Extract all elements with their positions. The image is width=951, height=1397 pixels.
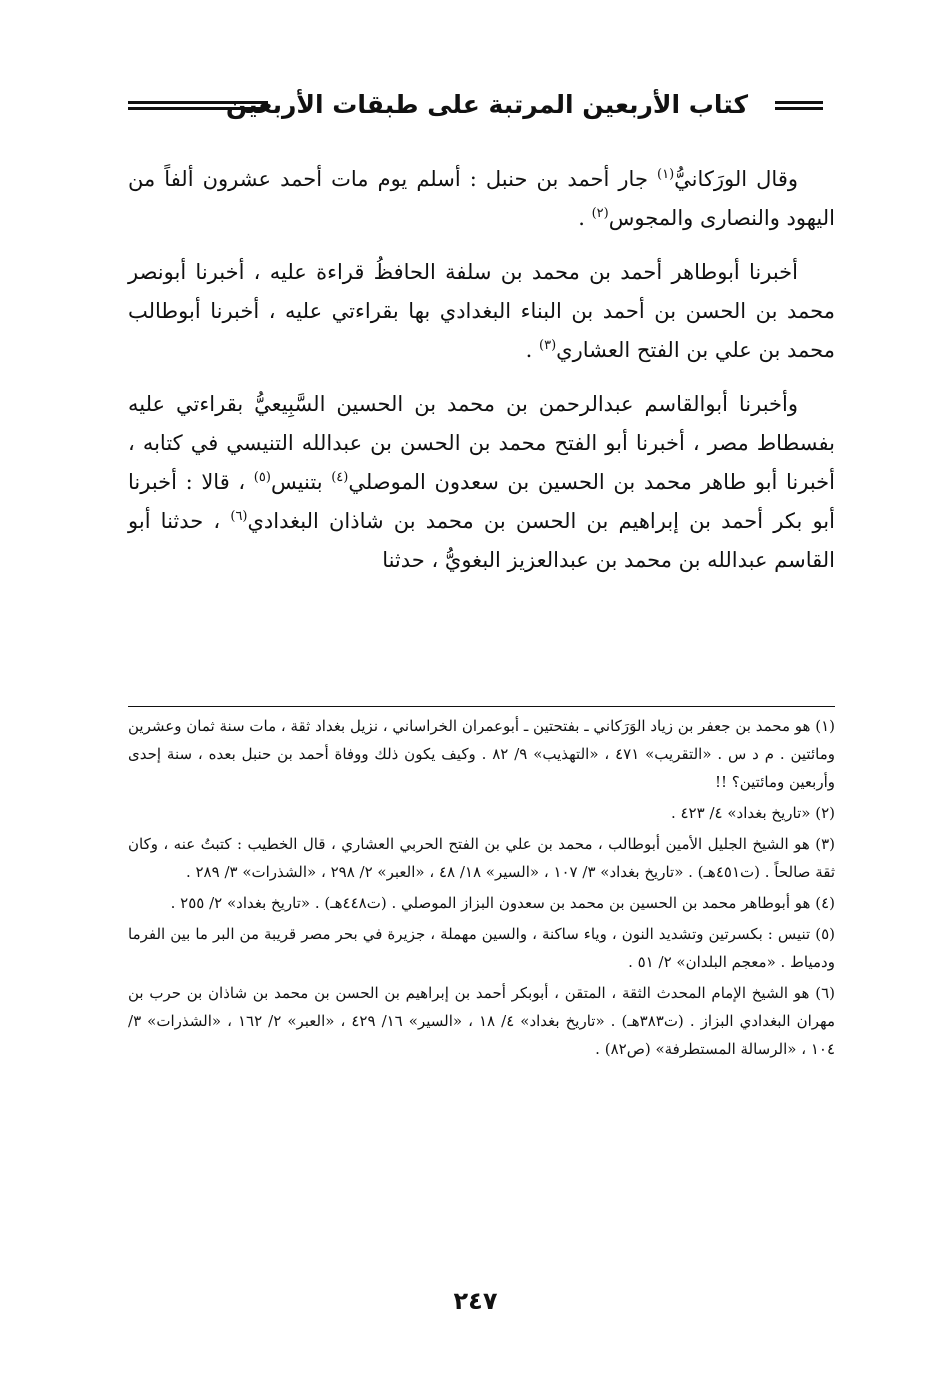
header-rule-left — [128, 101, 268, 110]
footnote-number: (١) — [815, 717, 835, 735]
footnote-ref-6: (٦) — [230, 509, 248, 524]
paragraph-1-text-b: جار أحمد بن حنبل : أسلم يوم مات أحمد عشرون ألفاً من اليهود والنصارى والمجوس — [128, 167, 835, 230]
footnote-1 — [128, 712, 835, 796]
footnote-number: (٣) — [815, 835, 835, 853]
paragraph-1-text-a: وقال الورَكانيُّ — [674, 167, 798, 191]
paragraph-1-text-c: . — [578, 206, 592, 230]
footnote-text: هو الشيخ الإمام المحدث الثقة ، المتقن ، أبوبكر أحمد بن إبراهيم بن الحسن بن محمد بن شاذان بن حرب بن مهران البغدادي البزاز . (ت٣٨٣هـ) . «تاريخ بغداد» ٤/ ١٨ ، «السير» ١٦/ ٤٢٩ ، «العبر» ٢/ ١٦٢ ، «الشذرات» ٣/ ١٠٤ ، «الرسالة المستطرفة» (ص٨٢) . — [128, 984, 836, 1058]
footnote-3 — [128, 830, 835, 886]
footnote-text: هو محمد بن جعفر بن زياد الوَرَكاني ـ بفتحتين ـ أبوعمران الخراساني ، نزيل بغداد ثقة ، مات سنة ثمان وعشرين ومائتين . م د س . «التقريب» ٤٧١ ، «التهذيب» ٩/ ٨٢ . وكيف يكون ذلك ووفاة أحمد بن حنبل بعده ، سنة إحدى وأربعين ومائتين؟ !! — [128, 717, 835, 791]
footnote-separator — [128, 706, 835, 707]
main-text — [128, 160, 835, 580]
footnote-number: (٥) — [815, 925, 835, 943]
footnote-number: (٦) — [815, 984, 835, 1002]
paragraph-2-text-a: أخبرنا أبوطاهر أحمد بن محمد بن سلفة الحافظُ قراءة عليه ، أخبرنا أبونصر محمد بن الحسن بن أحمد بن البناء البغدادي بها بقراءتي عليه ، أخبرنا أبوطالب محمد بن علي بن الفتح العشاري — [128, 260, 835, 362]
paragraph-3-text-c: ، قالا : أخبرنا أبو بكر أحمد بن إبراهيم بن الحسن بن محمد بن شاذان البغدادي — [128, 470, 835, 533]
paragraph-2-text-b: . — [525, 338, 540, 362]
footnote-ref-4: (٤) — [331, 470, 349, 485]
paragraph-3-text-d: ، حدثنا أبو القاسم عبدالله بن محمد بن عبدالعزيز البغويُّ ، حدثنا — [128, 509, 835, 572]
footnote-ref-5: (٥) — [253, 470, 271, 485]
footnote-ref-3: (٣) — [539, 338, 557, 353]
footnote-number: (٤) — [815, 894, 835, 912]
footnote-4 — [128, 889, 835, 917]
footnote-ref-1: (١) — [657, 167, 675, 182]
footnote-6 — [128, 979, 835, 1063]
footnote-5 — [128, 920, 835, 976]
footnote-text: هو أبوطاهر محمد بن الحسين بن محمد بن سعدون البزاز الموصلي . (ت٤٤٨هـ) . «تاريخ بغداد» ٢/ ٢٥٥ . — [170, 894, 811, 912]
paragraph-2 — [128, 253, 835, 370]
paragraph-3-text-a: وأخبرنا أبوالقاسم عبدالرحمن بن محمد بن الحسين السَّبِيعيُّ بقراءتي عليه بفسطاط مصر ، أخبرنا أبو الفتح محمد بن الحسن بن عبدالله التنيسي في كتابه ، أخبرنا أبو طاهر محمد بن الحسين بن سعدون الموصلي — [128, 392, 835, 494]
paragraph-1 — [128, 160, 835, 238]
footnotes — [128, 712, 835, 1063]
paragraph-3 — [128, 385, 835, 580]
footnote-text: تنيس : بكسرتين وتشديد النون ، وياء ساكنة ، والسين مهملة ، جزيرة في بحر مصر قريبة من البر ما بين الفرما ودمياط . «معجم البلدان» ٢/ ٥١ . — [128, 925, 835, 971]
footnote-text: هو الشيخ الجليل الأمين أبوطالب ، محمد بن علي بن الفتح الحربي العشاري ، قال الخطيب : كتبتُ عنه ، وكان ثقة صالحاً . (ت٤٥١هـ) . «تاريخ بغداد» ٣/ ١٠٧ ، «السير» ١٨/ ٤٨ ، «العبر» ٢/ ٢٩٨ ، «الشذرات» ٣/ ٢٨٩ . — [128, 835, 835, 881]
page-number: ٢٤٧ — [453, 1287, 498, 1315]
running-header — [128, 86, 823, 132]
footnote-number: (٢) — [815, 804, 835, 822]
header-title: كتاب الأربعين المرتبة على طبقات الأربعين — [225, 90, 748, 119]
header-rule-right — [775, 101, 823, 110]
footnote-ref-2: (٢) — [591, 206, 609, 221]
paragraph-3-text-b: بتنيس — [270, 470, 332, 494]
footnote-text: «تاريخ بغداد» ٤/ ٤٢٣ . — [670, 804, 811, 822]
footnote-2 — [128, 799, 835, 827]
